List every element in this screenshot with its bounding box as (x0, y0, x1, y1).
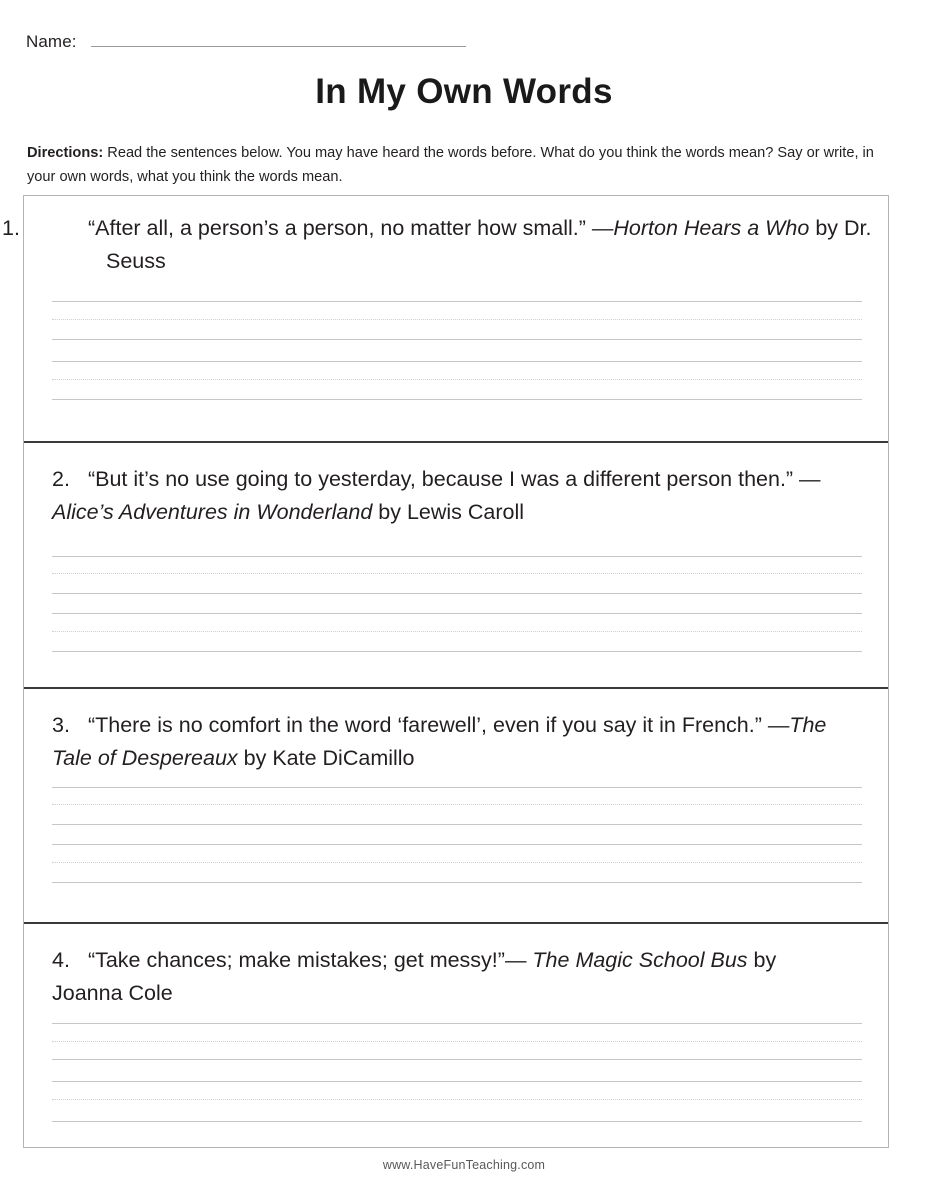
rule-solid (52, 339, 862, 340)
rule-solid (52, 556, 862, 557)
question-quote-2: “But it’s no use going to yesterday, because I was a different person then.” — (87, 467, 821, 491)
rule-solid (52, 844, 862, 845)
directions (27, 142, 889, 189)
rule-solid (52, 1059, 862, 1060)
question-text-4 (52, 944, 842, 1011)
page-title: In My Own Words (315, 72, 613, 111)
rule-dotted (52, 1041, 862, 1042)
question-text-2 (52, 463, 842, 530)
question-box-4 (24, 924, 888, 1149)
question-source-title-2: Alice’s Adventures in Wonderland (52, 500, 373, 525)
rule-dotted (52, 1099, 862, 1100)
question-box-2 (24, 443, 888, 689)
question-number-2: 2. (52, 467, 70, 491)
rule-solid (52, 361, 862, 362)
rule-solid (52, 1023, 862, 1024)
directions-label: Directions: (27, 145, 104, 161)
question-source-title-4: The Magic School Bus (532, 948, 748, 972)
rule-solid (52, 651, 862, 652)
question-text-1 (2, 212, 906, 279)
question-quote-1: “After all, a person’s a person, no matter how small.” — (88, 216, 614, 240)
footer-url: www.HaveFunTeaching.com (382, 1158, 546, 1172)
rule-solid (52, 593, 862, 594)
rule-dotted (52, 379, 862, 380)
question-number-4: 4. (52, 948, 70, 972)
rule-solid (52, 882, 862, 883)
name-row (26, 32, 466, 52)
question-box-3 (24, 689, 888, 924)
directions-text: Read the sentences below. You may have heard the words before. What do you think the words mean? Say or write, in your own words, what you think the words mean. (27, 145, 874, 185)
question-source-author-4: by Joanna Cole (52, 948, 777, 1006)
question-text-3 (52, 709, 842, 776)
rule-solid (52, 1081, 862, 1082)
rule-dotted (52, 319, 862, 320)
rule-solid (52, 824, 862, 825)
question-quote-3: “There is no comfort in the word ‘farewell’, even if you say it in French.” — (87, 713, 790, 737)
question-source-title-1: Horton Hears a Who (613, 216, 810, 240)
rule-solid (52, 399, 862, 400)
name-label: Name: (26, 32, 77, 51)
question-number-1: 1. (2, 216, 20, 240)
rule-solid (52, 787, 862, 788)
question-source-author-2: by Lewis Caroll (372, 500, 525, 525)
rule-dotted (52, 862, 862, 863)
rule-solid (52, 613, 862, 614)
question-quote-4: “Take chances; make mistakes; get messy!”— (87, 948, 533, 972)
rule-solid (52, 301, 862, 302)
rule-solid (52, 1121, 862, 1122)
question-source-title-3: The Tale of Despereaux (52, 713, 827, 771)
rule-dotted (52, 631, 862, 632)
name-input-blank[interactable] (91, 32, 466, 47)
question-number-3: 3. (52, 713, 70, 737)
question-box-1 (2, 196, 888, 443)
question-source-author-3: by Kate DiCamillo (237, 746, 415, 771)
rule-dotted (52, 573, 862, 574)
questions-table (2, 195, 889, 1148)
question-source-author-1: by Dr. Seuss (106, 216, 872, 274)
rule-dotted (52, 804, 862, 805)
